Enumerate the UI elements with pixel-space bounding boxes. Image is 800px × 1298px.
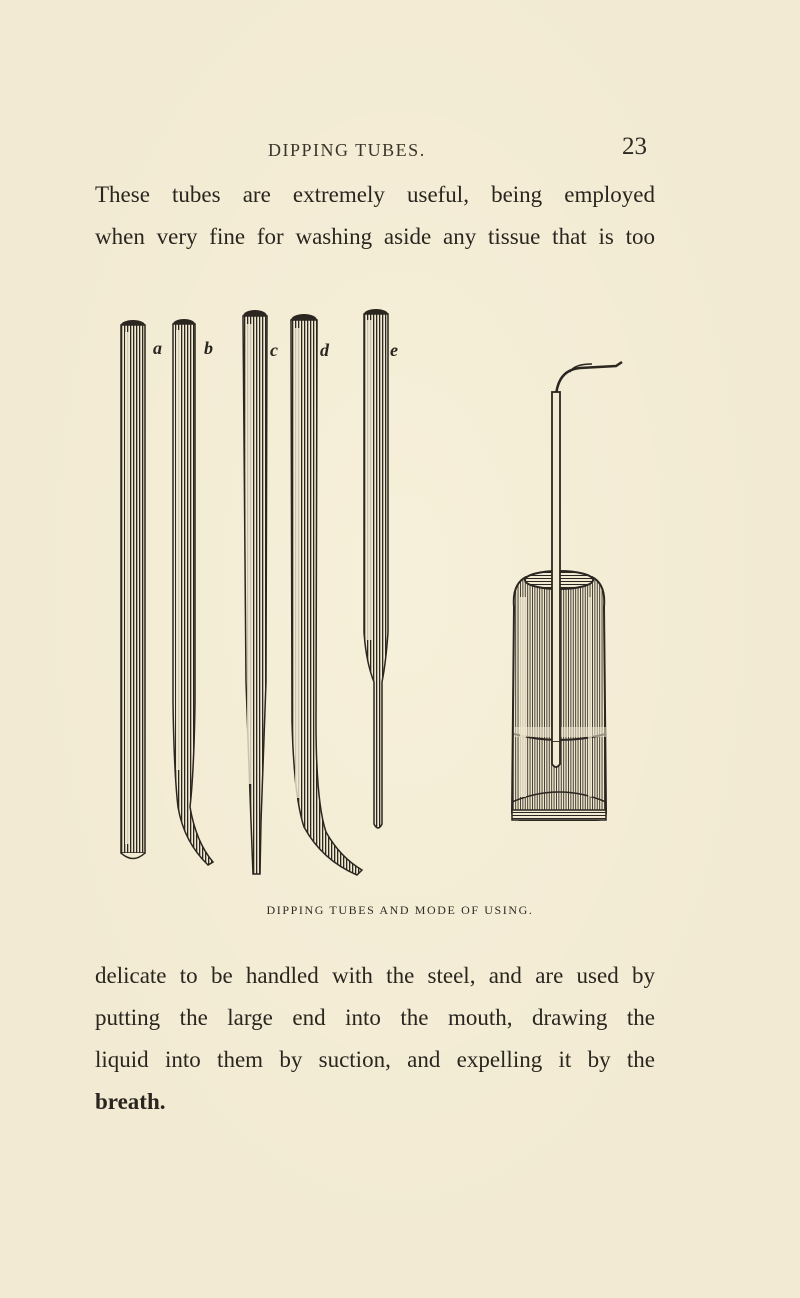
figure-label-b: b — [204, 338, 213, 358]
figure-caption: DIPPING TUBES AND MODE OF USING. — [266, 903, 534, 917]
paragraph-bottom-line-2: putting the large end into the mouth, drawing the — [95, 1005, 655, 1030]
tube-a — [121, 320, 145, 859]
running-head: DIPPING TUBES. — [268, 140, 426, 160]
tube-c — [243, 310, 267, 874]
dipping-tubes-illustration — [100, 302, 660, 882]
paragraph-top-line-1: These tubes are extremely useful, being employed — [95, 182, 655, 207]
paragraph-top-line-2: when very fine for washing aside any tissue that is too — [95, 224, 655, 249]
figure-label-d: d — [320, 340, 329, 360]
page-number: 23 — [622, 133, 647, 160]
jar-with-tube — [512, 362, 622, 820]
tube-d — [291, 314, 362, 875]
paragraph-bottom-line-4: breath. — [95, 1089, 166, 1114]
figure-label-e: e — [390, 340, 398, 360]
tube-b — [173, 319, 213, 865]
paragraph-bottom-line-3: liquid into them by suction, and expelling it by the — [95, 1047, 655, 1072]
paragraph-bottom-line-1: delicate to be handled with the steel, and are used by — [95, 963, 655, 988]
paragraph-top — [95, 174, 655, 258]
paragraph-bottom — [95, 955, 655, 1123]
tube-e — [364, 309, 388, 828]
figure-label-c: c — [270, 340, 278, 360]
figure-label-a: a — [153, 338, 162, 358]
